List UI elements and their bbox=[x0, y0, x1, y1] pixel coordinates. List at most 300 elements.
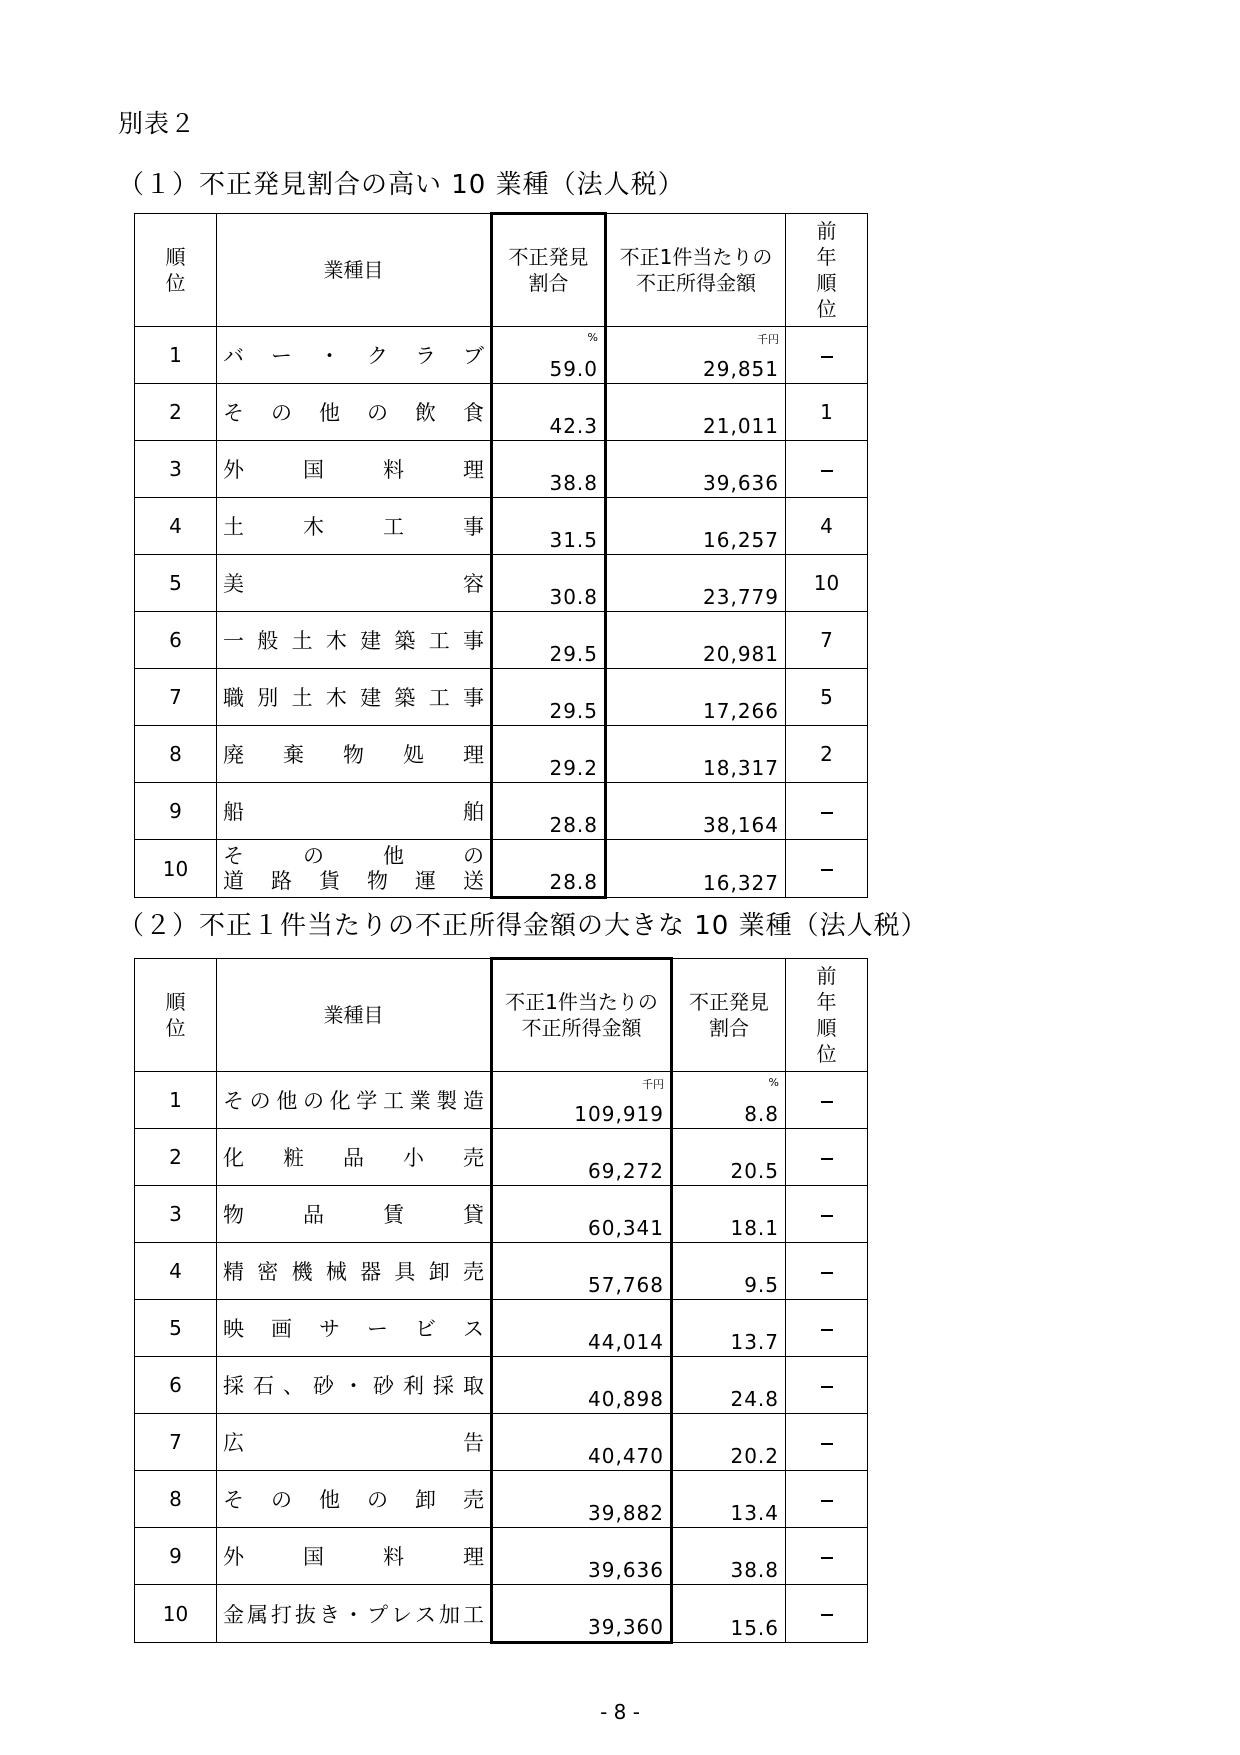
industry-char: 職 bbox=[223, 686, 244, 710]
industry-char: ク bbox=[367, 344, 388, 368]
industry-char: 売 bbox=[462, 1260, 484, 1284]
industry-char: プ bbox=[367, 1602, 388, 1627]
header-rank-label bbox=[166, 244, 186, 296]
industry-char: 一 bbox=[223, 629, 244, 653]
table1-title: （１）不正発見割合の高い 10 業種（法人税） bbox=[118, 170, 685, 200]
table-row bbox=[135, 1300, 868, 1357]
industry-char: 取 bbox=[463, 1374, 484, 1398]
prev-rank-cell bbox=[786, 1414, 868, 1471]
industry-char: 器 bbox=[360, 1260, 382, 1284]
industry-char: の bbox=[271, 1488, 292, 1512]
amount-value: 39,636 bbox=[588, 1558, 664, 1582]
amount-value: 23,779 bbox=[703, 585, 779, 609]
industry-char: 他 bbox=[276, 1089, 298, 1113]
table-row bbox=[135, 612, 868, 669]
ratio-value: 13.7 bbox=[730, 1330, 779, 1354]
industry-char: バ bbox=[223, 344, 244, 368]
industry-cell bbox=[217, 669, 492, 726]
amount-cell bbox=[606, 669, 786, 726]
ratio-cell bbox=[672, 1243, 786, 1300]
industry-char: 金 bbox=[223, 1602, 244, 1627]
industry-char: 画 bbox=[271, 1317, 292, 1341]
industry-name bbox=[223, 1142, 484, 1172]
industry-cell bbox=[217, 1243, 492, 1300]
amount-cell bbox=[606, 327, 786, 384]
amount-value: 109,919 bbox=[574, 1102, 664, 1126]
industry-char: の bbox=[302, 1089, 324, 1113]
industry-char: 木 bbox=[325, 686, 347, 710]
industry-name bbox=[223, 682, 484, 712]
industry-char: ビ bbox=[415, 1317, 436, 1341]
prev-rank-cell bbox=[786, 1129, 868, 1186]
prev-rank-cell bbox=[786, 1300, 868, 1357]
industry-char: そ bbox=[223, 401, 244, 425]
header-row bbox=[135, 959, 868, 1072]
ratio-cell bbox=[492, 441, 606, 498]
industry-char: 告 bbox=[463, 1431, 484, 1455]
industry-cell bbox=[217, 498, 492, 555]
industry-cell bbox=[217, 726, 492, 783]
amount-unit: 千円 bbox=[642, 1078, 664, 1091]
industry-char: 舶 bbox=[463, 800, 484, 824]
header-amount-label-line: 不正所得金額 bbox=[521, 1016, 642, 1040]
industry-cell bbox=[217, 612, 492, 669]
prev-rank-cell bbox=[786, 783, 868, 840]
industry-cell bbox=[217, 783, 492, 840]
industry-cell bbox=[217, 1471, 492, 1528]
industry-char: 他 bbox=[319, 1488, 340, 1512]
industry-char: 工 bbox=[428, 629, 450, 653]
table2-title: （２）不正１件当たりの不正所得金額の大きな 10 業種（法人税） bbox=[118, 911, 928, 941]
rank-cell: 10 bbox=[135, 840, 217, 898]
industry-char: 建 bbox=[360, 686, 382, 710]
dash-mark bbox=[821, 1158, 833, 1160]
dash-mark bbox=[821, 1329, 833, 1331]
amount-cell bbox=[492, 1129, 672, 1186]
rank-cell: 4 bbox=[135, 1243, 217, 1300]
amount-unit: 千円 bbox=[757, 333, 779, 346]
ratio-value: 30.8 bbox=[549, 585, 598, 609]
industry-char: 具 bbox=[394, 1260, 416, 1284]
header-rank-label-line: 順 bbox=[165, 989, 186, 1014]
industry-cell bbox=[217, 1129, 492, 1186]
amount-cell bbox=[606, 783, 786, 840]
industry-char: 卸 bbox=[428, 1260, 450, 1284]
industry-char: 道 bbox=[223, 868, 244, 893]
ratio-value: 18.1 bbox=[730, 1216, 779, 1240]
ratio-cell bbox=[672, 1414, 786, 1471]
industry-char: の bbox=[303, 844, 324, 869]
header-prev-label-line: 順 bbox=[816, 270, 837, 295]
industry-char: 送 bbox=[463, 868, 484, 893]
table-row bbox=[135, 555, 868, 612]
industry-char: き bbox=[319, 1602, 340, 1627]
table-row bbox=[135, 1414, 868, 1471]
header-ratio bbox=[492, 214, 606, 327]
industry-char: 外 bbox=[223, 1545, 244, 1569]
industry-char: 木 bbox=[325, 629, 347, 653]
amount-value: 18,317 bbox=[703, 756, 779, 780]
industry-name bbox=[223, 1541, 484, 1571]
industry-name bbox=[223, 870, 484, 892]
rank-cell: 10 bbox=[135, 1585, 217, 1643]
industry-char: 物 bbox=[343, 743, 364, 767]
industry-char: 広 bbox=[223, 1431, 244, 1455]
industry-char: 築 bbox=[394, 629, 416, 653]
industry-cell bbox=[217, 1186, 492, 1243]
header-ratio-label bbox=[689, 989, 769, 1041]
amount-value: 60,341 bbox=[588, 1216, 664, 1240]
ratio-value: 29.2 bbox=[549, 756, 598, 780]
header-prev bbox=[786, 214, 868, 327]
industry-name bbox=[223, 1484, 484, 1514]
amount-value: 39,882 bbox=[588, 1501, 664, 1525]
industry-char: そ bbox=[223, 1488, 244, 1512]
industry-char: 売 bbox=[463, 1146, 484, 1170]
amount-cell bbox=[606, 612, 786, 669]
industry-char: 抜 bbox=[295, 1602, 316, 1627]
table-row bbox=[135, 1357, 868, 1414]
industry-char: の bbox=[367, 401, 388, 425]
ratio-value: 29.5 bbox=[549, 642, 598, 666]
amount-value: 39,636 bbox=[703, 471, 779, 495]
industry-char: 運 bbox=[415, 868, 436, 893]
industry-name bbox=[223, 625, 484, 655]
ratio-cell bbox=[672, 1300, 786, 1357]
industry-char: 打 bbox=[271, 1602, 292, 1627]
amount-value: 16,257 bbox=[703, 528, 779, 552]
rank-cell: 4 bbox=[135, 498, 217, 555]
industry-char: 美 bbox=[223, 572, 244, 596]
industry-char: 他 bbox=[383, 844, 404, 869]
page-number: - 8 - bbox=[600, 1700, 640, 1724]
industry-char: そ bbox=[223, 844, 244, 869]
industry-char: ス bbox=[463, 1317, 484, 1341]
industry-char: 般 bbox=[257, 629, 279, 653]
industry-name bbox=[223, 1370, 484, 1400]
prev-rank-cell: 7 bbox=[786, 612, 868, 669]
amount-value: 21,011 bbox=[703, 414, 779, 438]
prev-rank-cell bbox=[786, 1186, 868, 1243]
industry-name bbox=[223, 739, 484, 769]
dash-mark bbox=[821, 1500, 833, 1502]
industry-char: 工 bbox=[428, 686, 450, 710]
dash-mark bbox=[821, 470, 833, 472]
amount-value: 44,014 bbox=[588, 1330, 664, 1354]
industry-char: 飲 bbox=[415, 401, 436, 425]
industry-char: 映 bbox=[223, 1317, 244, 1341]
industry-name bbox=[223, 397, 484, 427]
industry-name bbox=[223, 511, 484, 541]
prev-rank-cell: 2 bbox=[786, 726, 868, 783]
industry-char: 料 bbox=[383, 458, 404, 482]
amount-value: 29,851 bbox=[703, 357, 779, 381]
ratio-value: 28.8 bbox=[549, 813, 598, 837]
industry-char: 国 bbox=[303, 458, 324, 482]
industry-cell bbox=[217, 1585, 492, 1643]
industry-cell bbox=[217, 1300, 492, 1357]
rank-cell: 2 bbox=[135, 1129, 217, 1186]
industry-char: 路 bbox=[271, 868, 292, 893]
ratio-value: 9.5 bbox=[744, 1273, 779, 1297]
industry-char: 機 bbox=[291, 1260, 313, 1284]
industry-char: 砂 bbox=[313, 1374, 334, 1398]
industry-char: 工 bbox=[463, 1602, 484, 1627]
table-row bbox=[135, 1243, 868, 1300]
industry-name bbox=[223, 796, 484, 826]
industry-name bbox=[223, 1313, 484, 1343]
industry-char: 利 bbox=[403, 1374, 424, 1398]
header-amount-label-line: 不正1件当たりの bbox=[619, 244, 773, 269]
header-ratio-label-line: 割合 bbox=[528, 271, 569, 295]
header-prev-label-line: 位 bbox=[816, 296, 837, 321]
industry-char: 事 bbox=[462, 686, 484, 710]
amount-value: 17,266 bbox=[703, 699, 779, 723]
industry-char: 事 bbox=[463, 515, 484, 539]
prev-rank-cell bbox=[786, 441, 868, 498]
header-amount bbox=[606, 214, 786, 327]
table-row bbox=[135, 1471, 868, 1528]
industry-char: 械 bbox=[325, 1260, 347, 1284]
industry-char: 棄 bbox=[283, 743, 304, 767]
industry-char: レ bbox=[391, 1602, 412, 1627]
ratio-cell bbox=[492, 384, 606, 441]
ratio-cell bbox=[672, 1129, 786, 1186]
header-prev-label-line: 年 bbox=[816, 244, 837, 269]
ratio-unit: % bbox=[768, 1076, 779, 1089]
table-row bbox=[135, 327, 868, 384]
industry-char: 船 bbox=[223, 800, 244, 824]
header-prev-label-line: 前 bbox=[816, 218, 837, 243]
ratio-cell bbox=[492, 726, 606, 783]
header-row bbox=[135, 214, 868, 327]
industry-name bbox=[223, 454, 484, 484]
industry-char: 工 bbox=[383, 515, 404, 539]
industry-char: 容 bbox=[463, 572, 484, 596]
header-rank bbox=[135, 214, 217, 327]
header-prev bbox=[786, 959, 868, 1072]
industry-char: 粧 bbox=[283, 1146, 304, 1170]
industry-char: 採 bbox=[433, 1374, 454, 1398]
table-row bbox=[135, 498, 868, 555]
industry-char: 建 bbox=[360, 629, 382, 653]
ratio-cell bbox=[672, 1186, 786, 1243]
industry-char: 土 bbox=[291, 629, 313, 653]
industry-name bbox=[223, 1599, 484, 1629]
industry-char: 国 bbox=[303, 1545, 324, 1569]
table-row bbox=[135, 1585, 868, 1643]
industry-char: ー bbox=[271, 344, 292, 368]
ratio-cell bbox=[492, 669, 606, 726]
ratio-value: 38.8 bbox=[549, 471, 598, 495]
amount-value: 38,164 bbox=[703, 813, 779, 837]
table-row bbox=[135, 840, 868, 898]
industry-char: 木 bbox=[303, 515, 324, 539]
industry-cell bbox=[217, 840, 492, 898]
rank-cell: 1 bbox=[135, 327, 217, 384]
amount-cell bbox=[492, 1585, 672, 1643]
industry-char: 採 bbox=[223, 1374, 244, 1398]
industry-char: 品 bbox=[343, 1146, 364, 1170]
rank-cell: 5 bbox=[135, 1300, 217, 1357]
amount-cell bbox=[492, 1414, 672, 1471]
industry-char: ブ bbox=[463, 344, 484, 368]
document-heading: 別表２ bbox=[118, 109, 197, 138]
ratio-cell bbox=[492, 783, 606, 840]
industry-name bbox=[223, 1256, 484, 1286]
industry-char: 、 bbox=[283, 1374, 304, 1398]
header-ratio-label-line: 割合 bbox=[709, 1015, 749, 1040]
rank-cell: 6 bbox=[135, 1357, 217, 1414]
header-prev-label-line: 順 bbox=[816, 1015, 837, 1040]
industry-char: 貨 bbox=[319, 868, 340, 893]
dash-mark bbox=[821, 1215, 833, 1217]
amount-cell bbox=[606, 441, 786, 498]
header-rank-label-line: 順 bbox=[165, 244, 186, 269]
table-row bbox=[135, 1186, 868, 1243]
prev-rank-cell: 1 bbox=[786, 384, 868, 441]
industry-two-line bbox=[223, 845, 484, 891]
industry-char: 密 bbox=[257, 1260, 279, 1284]
header-ratio-label-line: 不正発見 bbox=[689, 989, 769, 1014]
header-amount-label-line: 不正所得金額 bbox=[635, 270, 756, 295]
rank-cell: 9 bbox=[135, 1528, 217, 1585]
industry-char: の bbox=[367, 1488, 388, 1512]
industry-char: 造 bbox=[462, 1089, 484, 1113]
dash-mark bbox=[821, 1443, 833, 1445]
prev-rank-cell bbox=[786, 327, 868, 384]
table-row bbox=[135, 441, 868, 498]
ratio-cell bbox=[672, 1471, 786, 1528]
rank-cell: 1 bbox=[135, 1072, 217, 1129]
rank-cell: 5 bbox=[135, 555, 217, 612]
prev-rank-cell bbox=[786, 1243, 868, 1300]
table1-fraud-ratio bbox=[134, 212, 868, 899]
industry-char: 物 bbox=[367, 868, 388, 893]
prev-rank-cell bbox=[786, 840, 868, 898]
industry-cell bbox=[217, 1357, 492, 1414]
industry-char: ー bbox=[367, 1317, 388, 1341]
amount-value: 39,360 bbox=[588, 1615, 664, 1639]
table-row bbox=[135, 783, 868, 840]
ratio-cell bbox=[672, 1585, 786, 1643]
ratio-cell bbox=[492, 498, 606, 555]
industry-char: 事 bbox=[462, 629, 484, 653]
amount-value: 40,898 bbox=[588, 1387, 664, 1411]
industry-char: 属 bbox=[247, 1602, 268, 1627]
prev-rank-cell bbox=[786, 1585, 868, 1643]
industry-char: 処 bbox=[403, 743, 424, 767]
header-amount-label bbox=[505, 989, 658, 1041]
industry-char: 理 bbox=[463, 1545, 484, 1569]
industry-char: ・ bbox=[319, 344, 340, 368]
header-rank-label-line: 位 bbox=[165, 270, 186, 295]
rank-cell: 6 bbox=[135, 612, 217, 669]
industry-char: 化 bbox=[329, 1089, 351, 1113]
industry-name bbox=[223, 1085, 484, 1115]
industry-char: 砂 bbox=[373, 1374, 394, 1398]
ratio-value: 24.8 bbox=[730, 1387, 779, 1411]
industry-char: サ bbox=[319, 1317, 340, 1341]
table-row bbox=[135, 1129, 868, 1186]
ratio-value: 8.8 bbox=[744, 1102, 779, 1126]
header-ratio bbox=[672, 959, 786, 1072]
industry-name bbox=[223, 568, 484, 598]
industry-char: 製 bbox=[436, 1089, 458, 1113]
industry-cell bbox=[217, 327, 492, 384]
header-amount-label-line: 不正1件当たりの bbox=[505, 990, 658, 1014]
rank-cell: 8 bbox=[135, 1471, 217, 1528]
rank-cell: 7 bbox=[135, 669, 217, 726]
industry-char: 学 bbox=[356, 1089, 378, 1113]
industry-name bbox=[223, 1427, 484, 1457]
ratio-cell bbox=[492, 612, 606, 669]
header-prev-label bbox=[817, 963, 837, 1067]
amount-cell bbox=[492, 1300, 672, 1357]
industry-char: 外 bbox=[223, 458, 244, 482]
prev-rank-cell: 10 bbox=[786, 555, 868, 612]
ratio-value: 31.5 bbox=[549, 528, 598, 552]
industry-char: の bbox=[249, 1089, 271, 1113]
table-row bbox=[135, 1072, 868, 1129]
dash-mark bbox=[821, 1614, 833, 1616]
amount-cell bbox=[606, 555, 786, 612]
industry-char: 工 bbox=[382, 1089, 404, 1113]
industry-name bbox=[223, 845, 484, 867]
dash-mark bbox=[821, 1101, 833, 1103]
table-row bbox=[135, 726, 868, 783]
prev-rank-cell bbox=[786, 1072, 868, 1129]
rank-cell: 3 bbox=[135, 1186, 217, 1243]
header-ratio-label-line: 不正発見 bbox=[508, 245, 589, 269]
amount-cell bbox=[492, 1357, 672, 1414]
amount-cell bbox=[492, 1471, 672, 1528]
ratio-value: 28.8 bbox=[549, 870, 598, 894]
amount-cell bbox=[606, 384, 786, 441]
amount-value: 69,272 bbox=[588, 1159, 664, 1183]
industry-char: 理 bbox=[463, 743, 484, 767]
header-amount bbox=[492, 959, 672, 1072]
industry-char: 業 bbox=[409, 1089, 431, 1113]
ratio-value: 13.4 bbox=[730, 1501, 779, 1525]
industry-char: 精 bbox=[223, 1260, 244, 1284]
industry-char: 物 bbox=[223, 1203, 244, 1227]
amount-cell bbox=[492, 1243, 672, 1300]
ratio-value: 15.6 bbox=[730, 1616, 779, 1640]
header-prev-label-line: 位 bbox=[816, 1041, 837, 1066]
prev-rank-cell: 5 bbox=[786, 669, 868, 726]
header-amount-label bbox=[620, 244, 773, 296]
industry-char: 土 bbox=[223, 515, 244, 539]
ratio-unit: % bbox=[587, 331, 598, 344]
dash-mark bbox=[821, 1386, 833, 1388]
prev-rank-cell: 4 bbox=[786, 498, 868, 555]
amount-cell bbox=[492, 1186, 672, 1243]
table-row bbox=[135, 1528, 868, 1585]
rank-cell: 3 bbox=[135, 441, 217, 498]
amount-cell bbox=[606, 498, 786, 555]
industry-cell bbox=[217, 441, 492, 498]
header-industry: 業種目 bbox=[217, 214, 492, 327]
header-prev-label bbox=[817, 218, 837, 322]
amount-value: 40,470 bbox=[588, 1444, 664, 1468]
industry-char: 土 bbox=[291, 686, 313, 710]
industry-cell bbox=[217, 1528, 492, 1585]
header-rank-label-line: 位 bbox=[165, 1015, 186, 1040]
industry-cell bbox=[217, 384, 492, 441]
ratio-cell bbox=[672, 1072, 786, 1129]
header-rank bbox=[135, 959, 217, 1072]
